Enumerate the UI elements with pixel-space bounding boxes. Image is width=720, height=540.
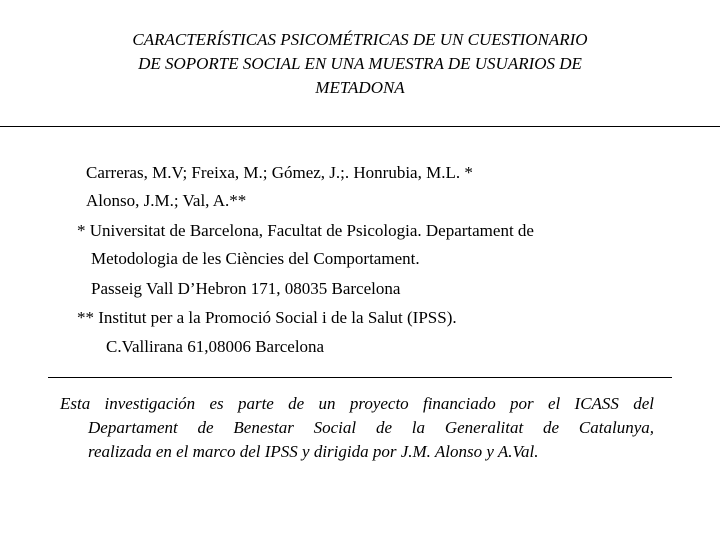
title-divider [0, 126, 720, 127]
title-line: CARACTERÍSTICAS PSICOMÉTRICAS DE UN CUESTIONARIO [132, 30, 588, 49]
author-line: Carreras, M.V; Freixa, M.; Gómez, J.;. Honrubia, M.L. * [86, 163, 473, 182]
note-line: realizada en el marco del IPSS y dirigida por J.M. Alonso y A.Val. [88, 442, 539, 461]
affiliation-line: Metodologia de les Ciències del Comportament. [91, 249, 420, 268]
funding-note [60, 392, 654, 464]
section-divider [48, 377, 672, 378]
affiliation-line: * Universitat de Barcelona, Facultat de Psicologia. Departament de [77, 221, 534, 240]
document-title [40, 28, 680, 100]
note-line: Esta investigación es parte de un proyecto financiado por el ICASS del [60, 394, 654, 413]
note-line: Departament de Benestar Social de la Generalitat de Catalunya, [88, 418, 654, 437]
affiliation-line: Passeig Vall D’Hebron 171, 08035 Barcelona [91, 279, 401, 298]
author-line: Alonso, J.M.; Val, A.** [86, 191, 247, 210]
affiliation-line: ** Institut per a la Promoció Social i de la Salut (IPSS). [77, 308, 457, 327]
title-line: DE SOPORTE SOCIAL EN UNA MUESTRA DE USUARIOS DE [138, 54, 582, 73]
title-line: METADONA [315, 78, 405, 97]
affiliation-line: C.Vallirana 61,08006 Barcelona [106, 337, 325, 356]
